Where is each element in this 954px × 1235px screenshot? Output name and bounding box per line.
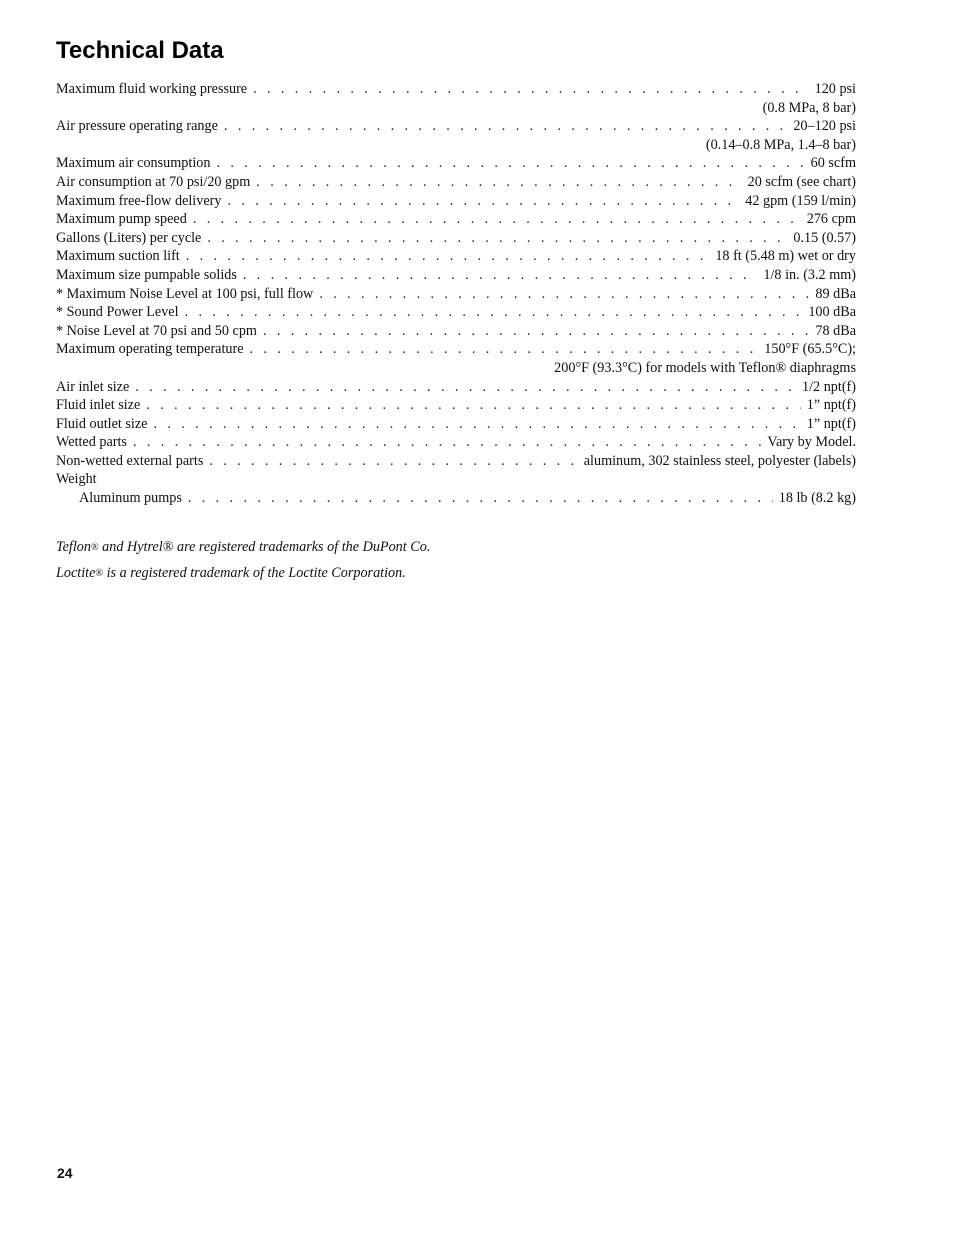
dot-leader <box>185 303 803 322</box>
spec-label: Maximum operating temperature <box>56 341 244 358</box>
spec-row-max-free-flow <box>56 192 856 211</box>
dot-leader <box>253 80 809 99</box>
spec-label: Maximum suction lift <box>56 248 180 265</box>
spec-label: * Sound Power Level <box>56 304 179 321</box>
dot-leader <box>256 173 741 192</box>
spec-row-fluid-inlet-size <box>56 396 856 415</box>
spec-group-weight: Weight <box>56 471 97 488</box>
dot-leader <box>146 396 800 415</box>
spec-value: 0.15 (0.57) <box>793 229 856 246</box>
trademark-note-loctite <box>56 564 430 583</box>
spec-value: 18 lb (8.2 kg) <box>778 490 856 507</box>
spec-row-non-wetted-parts <box>56 452 856 471</box>
spec-row-max-suction-lift <box>56 247 856 266</box>
spec-value: Vary by Model. <box>767 434 856 451</box>
spec-value: 20–120 psi <box>793 118 856 135</box>
spec-value: 20 scfm (see chart) <box>747 173 856 190</box>
dot-leader <box>243 266 758 285</box>
spec-label: Maximum pump speed <box>56 211 187 228</box>
registered-mark: ® <box>90 542 99 553</box>
spec-label: Aluminum pumps <box>79 490 182 507</box>
trademark-notes <box>56 538 430 590</box>
spec-row-air-pressure-range <box>56 117 856 136</box>
spec-value: 42 gpm (159 l/min) <box>745 192 856 209</box>
registered-mark: ® <box>162 539 174 555</box>
dot-leader <box>250 340 759 359</box>
trademark-text: is a registered trademark of the Loctite Corporation. <box>103 565 406 581</box>
dot-leader <box>216 154 804 173</box>
page-title: Technical Data <box>56 37 224 64</box>
dot-leader <box>224 117 787 136</box>
spec-value: 150°F (65.5°C); <box>764 341 856 358</box>
spec-row-sound-power-level <box>56 303 856 322</box>
dot-leader <box>263 322 809 341</box>
spec-row-noise-level-70psi <box>56 322 856 341</box>
spec-label: Non-wetted external parts <box>56 452 204 469</box>
spec-row-max-air-consumption <box>56 154 856 173</box>
spec-row-fluid-outlet-size <box>56 415 856 434</box>
spec-value: 100 dBa <box>808 304 856 321</box>
spec-row-gallons-per-cycle <box>56 229 856 248</box>
spec-row-max-operating-temp <box>56 340 856 359</box>
spec-value: 276 cpm <box>806 211 856 228</box>
registered-mark: ® <box>95 568 104 579</box>
spec-value: 78 dBa <box>815 322 856 339</box>
spec-value-continuation: (0.14–0.8 MPa, 1.4–8 bar) <box>705 136 856 153</box>
spec-value-continuation: (0.8 MPa, 8 bar) <box>762 99 856 116</box>
spec-row-max-fluid-pressure <box>56 80 856 99</box>
dot-leader <box>135 378 796 397</box>
spec-label: * Maximum Noise Level at 100 psi, full flow <box>56 285 314 302</box>
spec-label: Maximum size pumpable solids <box>56 266 237 283</box>
trademark-name: Loctite <box>56 565 96 581</box>
page-number: 24 <box>57 1165 73 1181</box>
dot-leader <box>186 247 710 266</box>
trademark-text: and Hytrel <box>98 539 163 555</box>
spec-label: Air consumption at 70 psi/20 gpm <box>56 173 251 190</box>
spec-row-wetted-parts <box>56 433 856 452</box>
spec-value: 1” npt(f) <box>806 397 856 414</box>
technical-data-list <box>56 80 856 508</box>
spec-row-max-pump-speed <box>56 210 856 229</box>
dot-leader <box>188 489 773 508</box>
dot-leader <box>133 433 761 452</box>
spec-label: Maximum free-flow delivery <box>56 192 222 209</box>
spec-value: aluminum, 302 stainless steel, polyester (labels) <box>583 452 856 469</box>
dot-leader <box>319 285 809 304</box>
spec-row-max-noise-level <box>56 285 856 304</box>
spec-value: 89 dBa <box>815 285 856 302</box>
spec-label: Wetted parts <box>56 434 127 451</box>
trademark-text: are registered trademarks of the DuPont Co. <box>173 539 431 555</box>
spec-value: 60 scfm <box>810 155 856 172</box>
spec-row-air-consumption-70psi <box>56 173 856 192</box>
dot-leader <box>193 210 801 229</box>
trademark-name: Teflon <box>56 539 91 555</box>
spec-label: Fluid outlet size <box>56 415 148 432</box>
spec-value: 1/8 in. (3.2 mm) <box>763 266 856 283</box>
spec-row-aluminum-pumps <box>56 489 856 508</box>
spec-row-max-solids <box>56 266 856 285</box>
spec-label: Air pressure operating range <box>56 118 218 135</box>
spec-value: 18 ft (5.48 m) wet or dry <box>715 248 856 265</box>
spec-value: 1/2 npt(f) <box>802 378 856 395</box>
dot-leader <box>227 192 739 211</box>
spec-row-air-inlet-size <box>56 378 856 397</box>
spec-label: Air inlet size <box>56 378 130 395</box>
spec-label: Maximum air consumption <box>56 155 211 172</box>
spec-label: Gallons (Liters) per cycle <box>56 229 202 246</box>
trademark-note-dupont <box>56 538 430 557</box>
spec-label: Fluid inlet size <box>56 397 141 414</box>
spec-label: * Noise Level at 70 psi and 50 cpm <box>56 322 257 339</box>
dot-leader <box>153 415 800 434</box>
spec-value: 120 psi <box>814 81 856 97</box>
spec-value: 1” npt(f) <box>806 415 856 432</box>
dot-leader <box>207 229 787 248</box>
dot-leader <box>209 452 577 471</box>
spec-label: Maximum fluid working pressure <box>56 81 248 97</box>
spec-value-continuation: 200°F (93.3°C) for models with Teflon® diaphragms <box>554 359 856 376</box>
